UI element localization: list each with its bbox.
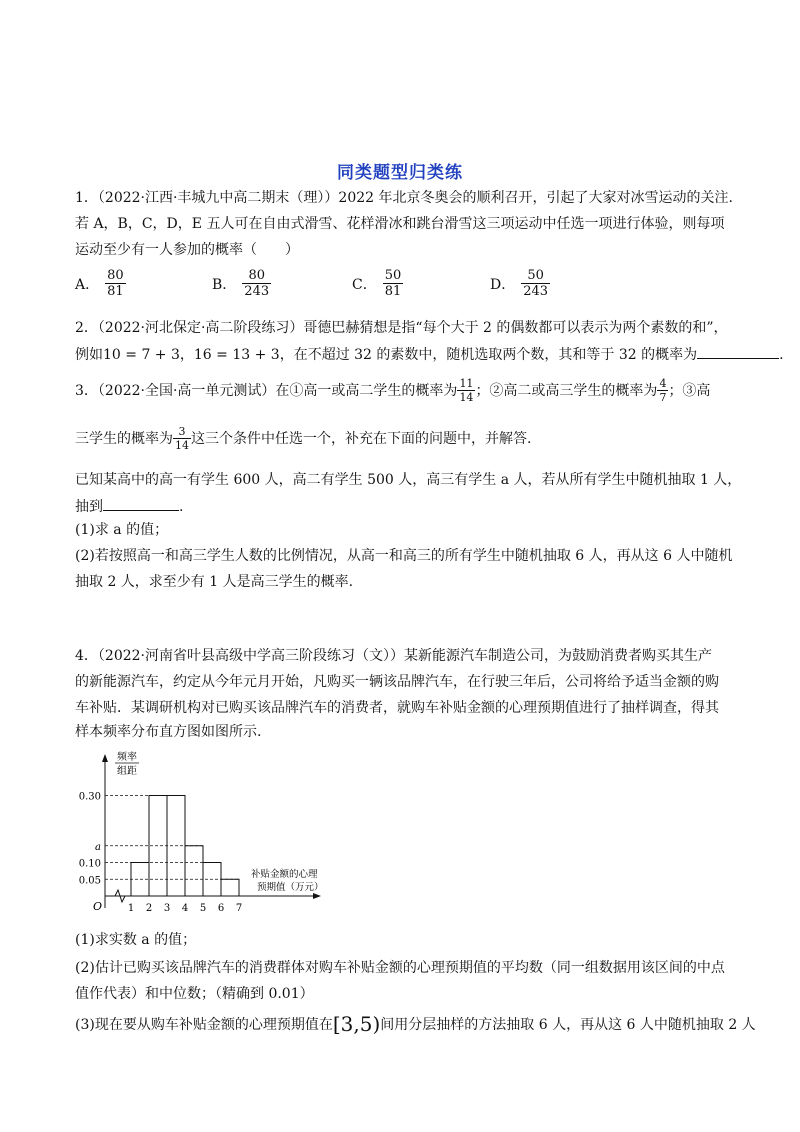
- q3-text: 三学生的概率为: [75, 430, 173, 447]
- q1-line3: 运动至少有一人参加的概率（ ）: [75, 242, 299, 258]
- fraction-denominator: 14: [459, 391, 474, 404]
- q4-text: 间用分层抽样的方法抽取 6 人，再从这 6 人中随机抽取 2 人: [380, 1017, 756, 1033]
- q3-sub1: (1)求 a 的值；: [75, 522, 169, 538]
- q3-line3: 已知某高中的高一有学生 600 人，高二有学生 500 人，高三有学生 a 人，若从所有学生中随机抽取 1 人，: [75, 472, 742, 488]
- y-label-bottom: 组距: [117, 766, 137, 777]
- fraction-denominator: 243: [244, 284, 270, 299]
- q1-choice-b: [212, 268, 271, 299]
- x-tick-label: 2: [145, 903, 153, 914]
- q3-period: .: [179, 499, 184, 515]
- q2-text: 例如: [75, 347, 103, 363]
- q1-choice-c: [352, 268, 403, 299]
- x-tick-label: 3: [163, 903, 171, 914]
- fraction-numerator: 50: [527, 268, 544, 283]
- q1-choice-d: [490, 268, 550, 299]
- x-axis-arrow: [313, 893, 321, 899]
- fraction-numerator: 4: [659, 377, 667, 390]
- x-tick-label: 7: [235, 903, 243, 914]
- fraction-denominator: 243: [523, 284, 549, 299]
- y-tick-label: 0.05: [78, 875, 101, 887]
- q4-line4: 样本频率分布直方图如图所示.: [75, 724, 262, 740]
- q3-text: ；③高: [668, 382, 711, 399]
- x-tick-label: 1: [127, 903, 135, 914]
- dashed-gridlines: [105, 796, 239, 880]
- q4-text: (3)现在要从购车补贴金额的心理预期值在: [75, 1017, 333, 1033]
- x-label-line2: 预期值（万元）: [257, 882, 324, 893]
- q1-line1: 1．（2022·江西·丰城九中高二期末（理））2022 年北京冬奥会的顺利召开，引起了大家对冰雪运动的关注.: [75, 190, 733, 206]
- choice-fraction: [521, 268, 550, 299]
- q3-text: 抽到: [75, 499, 103, 515]
- q3-text: 3．（2022·全国·高一单元测试）在①高一或高二学生的概率为: [75, 382, 458, 399]
- q4-line2: 的新能源汽车，约定从今年元月开始，凡购买一辆该品牌汽车，在行驶三年后，公司将给予适当金额的购: [75, 674, 719, 690]
- y-tick-labels: [79, 792, 101, 887]
- x-tick-labels: [128, 903, 242, 914]
- q3-text: 这三个条件中任选一个，补充在下面的问题中，并解答.: [191, 430, 532, 447]
- y-axis-arrow: [102, 754, 108, 762]
- x-label-line1: 补贴金额的心理: [251, 869, 318, 880]
- fraction-numerator: 80: [248, 268, 265, 283]
- q3-line4: [75, 496, 183, 517]
- q2-equation-2: 16 = 13 + 3: [193, 347, 280, 363]
- q3-line2: [75, 425, 531, 452]
- choice-fraction: [242, 268, 271, 299]
- fraction-numerator: 3: [178, 425, 186, 438]
- q1-choice-a: [75, 268, 126, 299]
- q3-line1: [75, 377, 710, 404]
- x-tick-label: 6: [217, 903, 225, 914]
- answer-blank[interactable]: [697, 344, 779, 359]
- q1-line2: 若 A，B，C，D，E 五人可在自由式滑雪、花样滑冰和跳台滑雪这三项运动中任选一项进行体验，则每项: [75, 216, 725, 232]
- q2-equation-1: 10 = 7 + 3: [103, 347, 180, 363]
- choice-fraction: [105, 268, 126, 299]
- q4-sub3: [75, 1014, 756, 1035]
- q4-sub1: (1)求实数 a 的值；: [75, 932, 197, 948]
- fraction-numerator: 11: [459, 377, 474, 390]
- choice-fraction: [383, 268, 404, 299]
- y-tick-label: 0.30: [78, 791, 101, 803]
- choice-label: A．: [75, 276, 100, 293]
- q2-text: ，在不超过 32 的素数中，随机选取两个数，其和等于 32 的概率为: [279, 347, 698, 363]
- fraction-numerator: 80: [107, 268, 124, 283]
- x-tick-label: 4: [181, 903, 189, 914]
- q3-text: ；②高二或高三学生的概率为: [475, 382, 658, 399]
- q4-line3: 车补贴．某调研机构对已购买该品牌汽车的消费者，就购车补贴金额的心理预期值进行了抽样调查，得其: [75, 700, 719, 716]
- q2-line1: 2．（2022·河北保定·高二阶段练习）哥德巴赫猜想是指“每个大于 2 的偶数都可以表示为两个素数的和”，: [75, 320, 728, 336]
- y-tick-label: a: [95, 841, 101, 853]
- q3-sub2a: (2)若按照高一和高三学生人数的比例情况，从高一和高三的所有学生中随机抽取 6 人，再从这 6 人中随机: [75, 548, 733, 564]
- choice-label: D．: [490, 276, 516, 293]
- origin-label: O: [93, 900, 103, 913]
- choice-label: C．: [352, 276, 377, 293]
- fraction-denominator: 81: [384, 284, 402, 299]
- q2-line2: [75, 344, 784, 365]
- choice-label: B．: [212, 276, 237, 293]
- q4-sub2a: (2)估计已购买该品牌汽车的消费群体对购车补贴金额的心理预期值的平均数（同一组数据用该区间的中点: [75, 960, 725, 976]
- x-tick-label: 5: [199, 903, 207, 914]
- fraction-4-7: [657, 377, 668, 404]
- fraction-denominator: 7: [659, 391, 667, 404]
- page-title: 同类题型归类练: [337, 163, 463, 183]
- answer-blank[interactable]: [103, 496, 179, 511]
- q4-line1: 4．（2022·河南省叶县高级中学高三阶段练习（文））某新能源汽车制造公司，为鼓励消费者购买其生产: [75, 648, 712, 664]
- y-axis-label: [115, 750, 139, 777]
- q3-sub2b: 抽取 2 人，求至少有 1 人是高三学生的概率.: [75, 574, 354, 590]
- fraction-3-14: [173, 425, 191, 452]
- histogram-bar: [221, 879, 239, 896]
- q4-sub2b: 值作代表）和中位数；（精确到 0.01）: [75, 986, 314, 1002]
- y-label-top: 频率: [117, 752, 137, 763]
- fraction-denominator: 14: [175, 439, 189, 452]
- interval-notation: [3,5): [332, 1012, 381, 1036]
- fraction-denominator: 81: [107, 284, 124, 299]
- frequency-histogram: [75, 748, 345, 918]
- fraction-11-14: [457, 377, 475, 404]
- histogram-bar: [185, 846, 203, 896]
- q2-separator: ，: [179, 347, 194, 363]
- q2-period: .: [779, 347, 784, 363]
- fraction-numerator: 50: [384, 268, 402, 283]
- y-tick-label: 0.10: [78, 858, 101, 870]
